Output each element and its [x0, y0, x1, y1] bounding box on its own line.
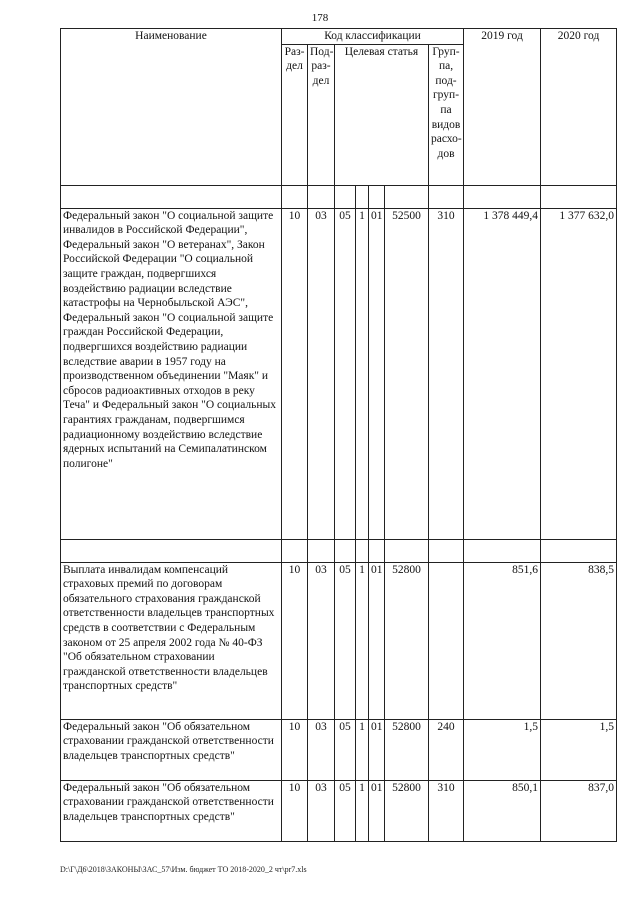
- row-cs-event: 01: [369, 719, 385, 780]
- row-expense-type: 310: [429, 780, 464, 841]
- row-value-2020: 1 377 632,0: [541, 208, 617, 539]
- row-name: Федеральный закон "Об обязательном страховании гражданской ответственности владельцев транспортных средств": [61, 719, 282, 780]
- row-cs-direction: 52800: [385, 719, 429, 780]
- row-cs-direction: 52500: [385, 208, 429, 539]
- row-expense-type: [429, 562, 464, 719]
- row-podrazdel: 03: [308, 719, 335, 780]
- table-row: [61, 719, 617, 780]
- row-cs-program: 05: [335, 719, 356, 780]
- column-header-razdel: Раз- дел: [282, 44, 308, 185]
- row-cs-program: 05: [335, 208, 356, 539]
- row-cs-event: 01: [369, 208, 385, 539]
- row-value-2019: 1,5: [464, 719, 541, 780]
- row-value-2020: 1,5: [541, 719, 617, 780]
- row-name: Федеральный закон "О социальной защите инвалидов в Российской Федерации", Федеральный закон "О ветеранах", Закон Российской Федерации "О социальной защите граждан, подвергшихся воздействию радиации вследствие катастрофы на Чернобыльской АЭС", Федеральный закон "О социальной защите граждан Российской Федерации, подвергшихся воздействию радиации вследствие аварии в 1957 году на производственном объединении "Маяк" и сбросов радиоактивных отходов в реку Теча" и Федеральный закон "О социальных гарантиях гражданам, подвергшимся радиационному воздействию вследствие ядерных испытаний на Семипалатинском полигоне": [61, 208, 282, 539]
- row-razdel: 10: [282, 208, 308, 539]
- column-header-target-article: Целевая статья: [335, 44, 429, 185]
- row-cs-event: 01: [369, 780, 385, 841]
- row-podrazdel: 03: [308, 780, 335, 841]
- row-value-2019: 1 378 449,4: [464, 208, 541, 539]
- column-header-podrazdel: Под- раз- дел: [308, 44, 335, 185]
- spacer-row: [61, 539, 617, 562]
- table-row: [61, 562, 617, 719]
- page-number: 178: [311, 12, 329, 24]
- row-podrazdel: 03: [308, 208, 335, 539]
- column-header-name: Наименование: [61, 29, 282, 186]
- table-row: [61, 208, 617, 539]
- column-header-2020: 2020 год: [541, 29, 617, 186]
- row-cs-subprogram: 1: [356, 780, 369, 841]
- row-expense-type: 240: [429, 719, 464, 780]
- row-podrazdel: 03: [308, 562, 335, 719]
- column-header-code-group: Код классификации: [282, 29, 464, 45]
- row-razdel: 10: [282, 562, 308, 719]
- row-cs-subprogram: 1: [356, 719, 369, 780]
- row-cs-program: 05: [335, 780, 356, 841]
- file-path-footer: D:\Г\Д6\2018\ЗАКОНЫ\ЗАС_57\Изм. бюджет ТО 2018-2020_2 чт\pr7.xls: [60, 865, 307, 874]
- column-header-2019: 2019 год: [464, 29, 541, 186]
- row-value-2019: 851,6: [464, 562, 541, 719]
- row-cs-direction: 52800: [385, 562, 429, 719]
- row-value-2019: 850,1: [464, 780, 541, 841]
- row-name: Федеральный закон "Об обязательном страховании гражданской ответственности владельцев транспортных средств": [61, 780, 282, 841]
- row-expense-type: 310: [429, 208, 464, 539]
- column-header-expense-group: Груп- па, под- груп- па видов расхо- дов: [429, 44, 464, 185]
- row-value-2020: 837,0: [541, 780, 617, 841]
- row-cs-direction: 52800: [385, 780, 429, 841]
- table-row: [61, 780, 617, 841]
- row-razdel: 10: [282, 780, 308, 841]
- row-cs-program: 05: [335, 562, 356, 719]
- spacer-row: [61, 185, 617, 208]
- header-row-1: [61, 29, 617, 45]
- row-cs-event: 01: [369, 562, 385, 719]
- budget-table: [60, 28, 617, 842]
- row-value-2020: 838,5: [541, 562, 617, 719]
- row-cs-subprogram: 1: [356, 562, 369, 719]
- row-name: Выплата инвалидам компенсаций страховых премий по договорам обязательного страхования гражданской ответственности владельцев транспортных средств в соответствии с Федеральным законом от 25 апреля 2002 года № 40-ФЗ "Об обязательном страховании гражданской ответственности владельцев транспортных средств": [61, 562, 282, 719]
- row-cs-subprogram: 1: [356, 208, 369, 539]
- row-razdel: 10: [282, 719, 308, 780]
